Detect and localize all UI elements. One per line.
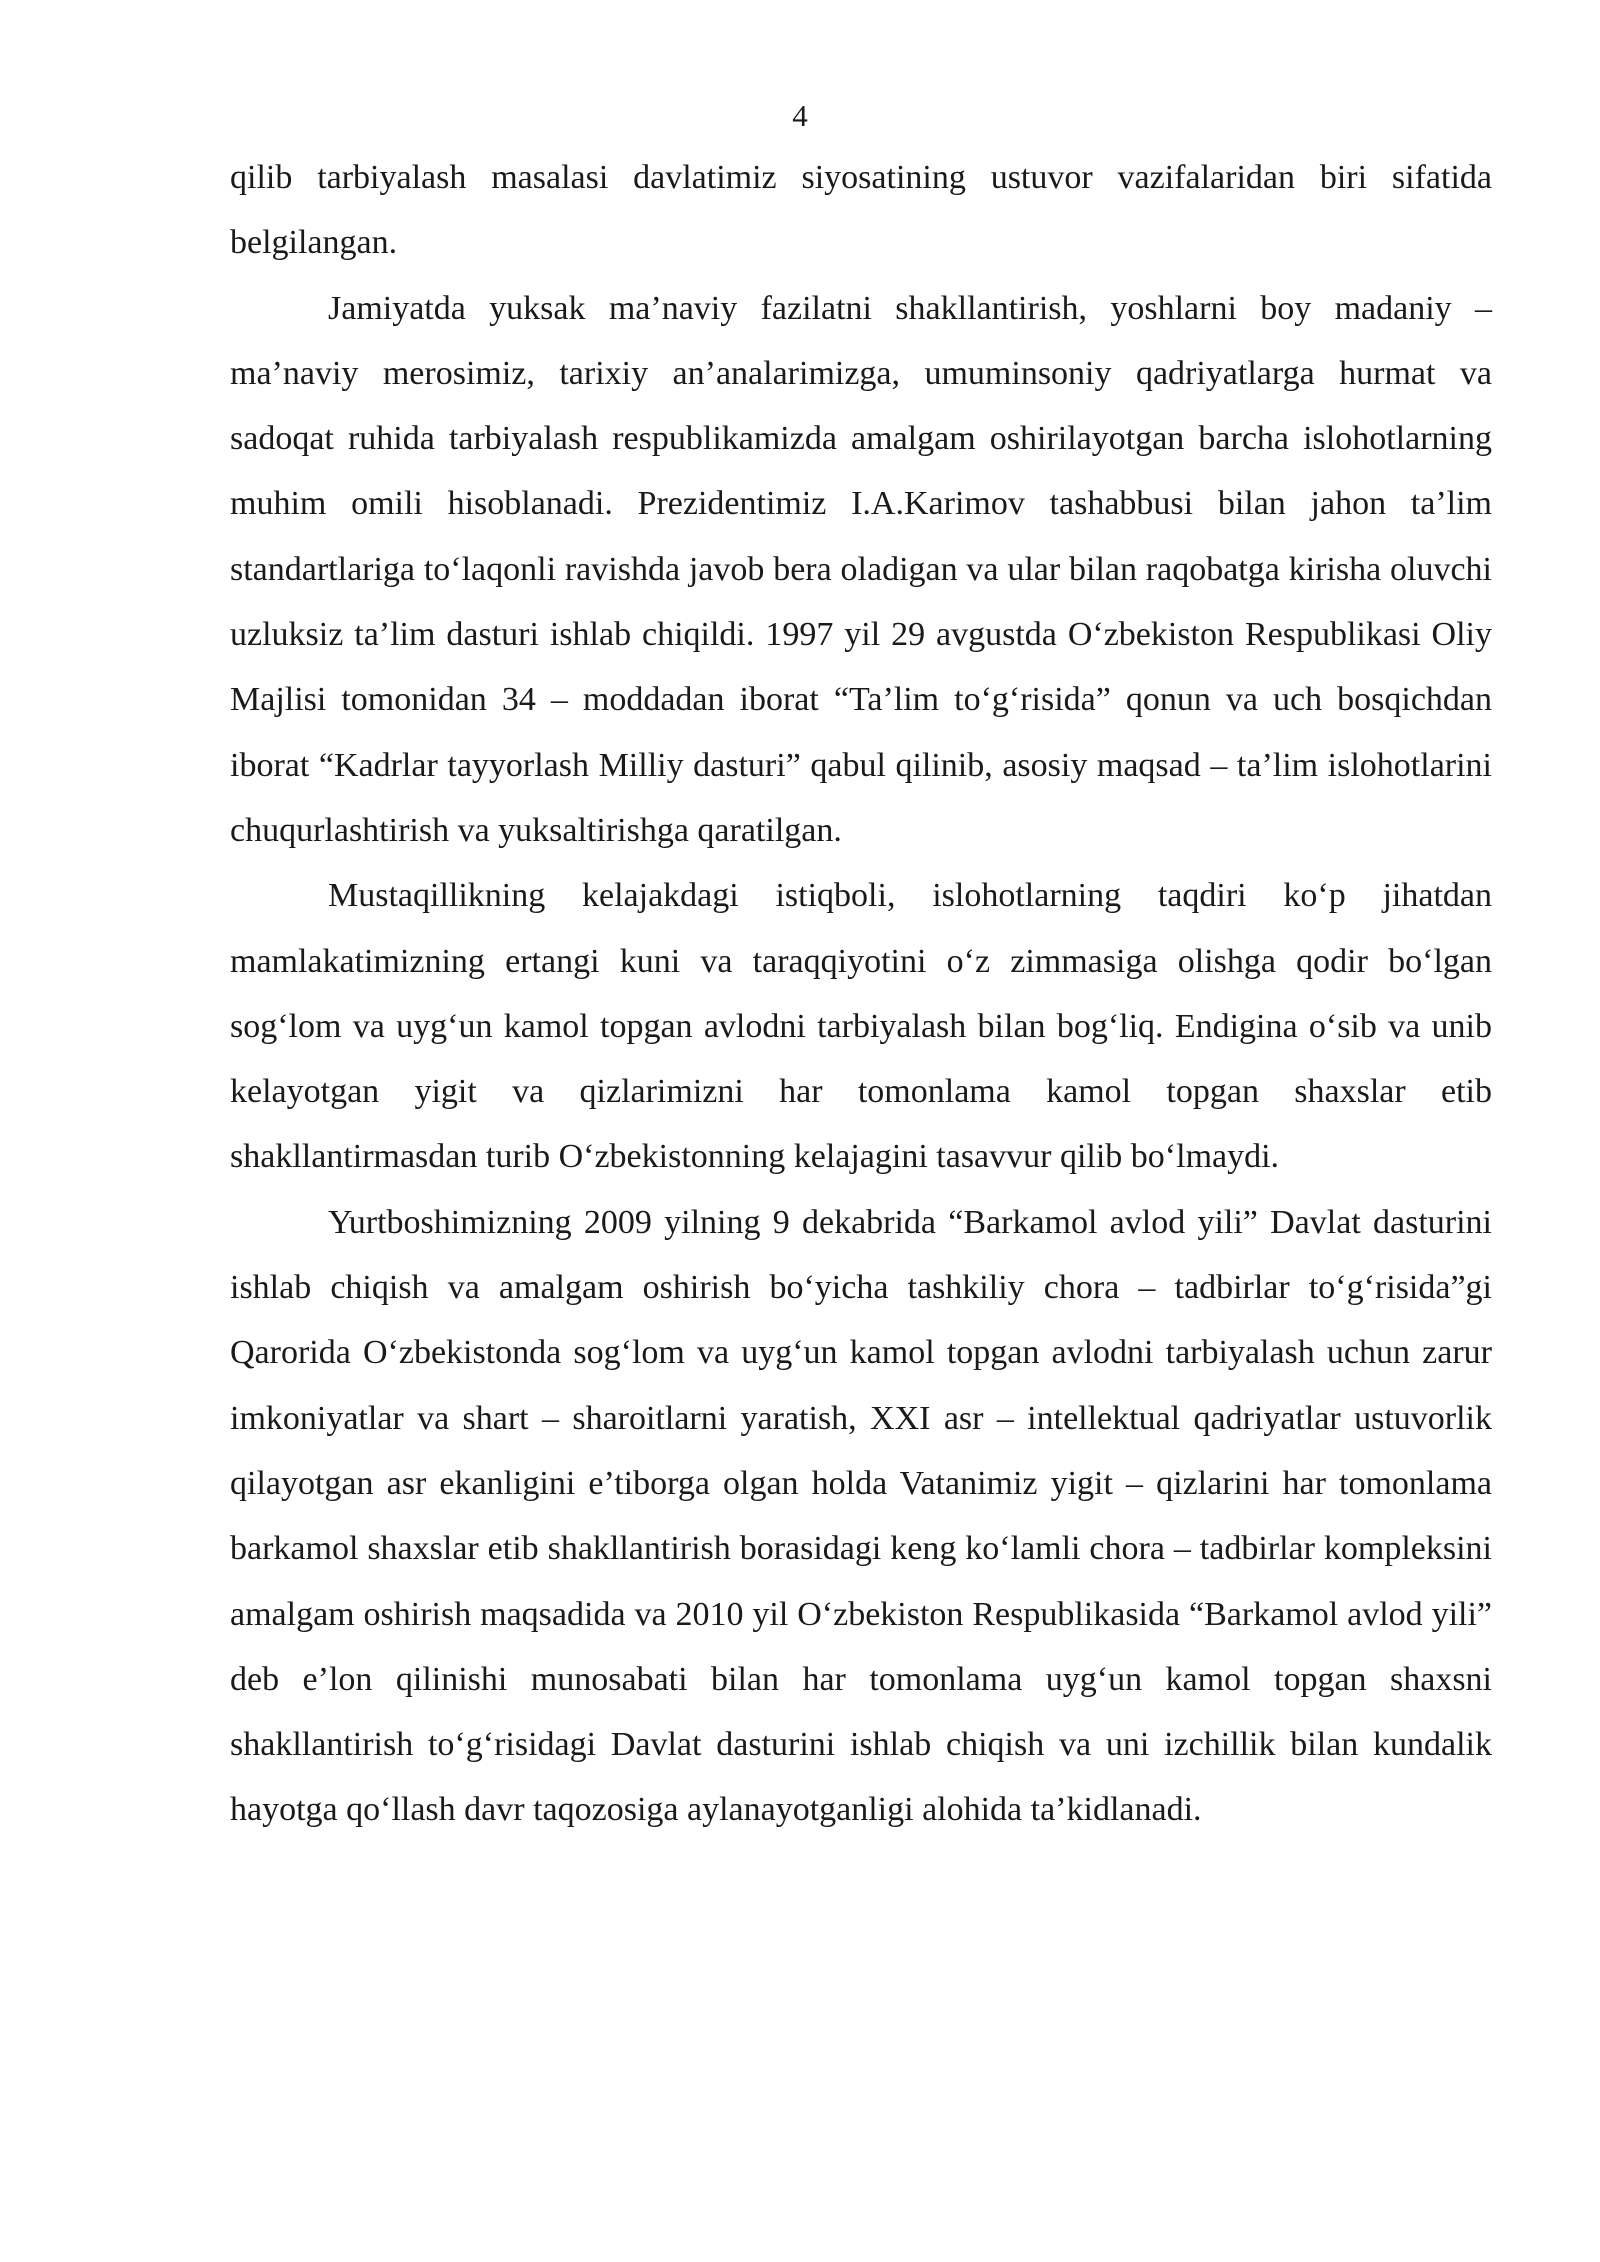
paragraph: Yurtboshimizning 2009 yilning 9 dekabrida “Barkamol avlod yili” Davlat dasturini ishlab chiqish va amalgam oshirish bo‘yicha tashkiliy chora – tadbirlar to‘g‘risida”gi Qarorida O‘zbekistonda sog‘lom va uyg‘un kamol topgan avlodni tarbiyalash uchun zarur imkoniyatlar va shart – sharoitlarni yaratish, XXI asr – intellektual qadriyatlar ustuvorlik qilayotgan asr ekanligini e’tiborga olgan holda Vatanimiz yigit – qizlarini har tomonlama barkamol shaxslar etib shakllantirish borasidagi keng ko‘lamli chora – tadbirlar kompleksini amalgam oshirish maqsadida va 2010 yil O‘zbekiston Respublikasida “Barkamol avlod yili” deb e’lon qilinishi munosabati bilan har tomonlama uyg‘un kamol topgan shaxsni shakllantirish to‘g‘risidagi Davlat dasturini ishlab chiqish va uni izchillik bilan kundalik hayotga qo‘llash davr taqozosiga aylanayotganligi alohida ta’kidlanadi.: [230, 1203, 1492, 1829]
paragraph-continuation: qilib tarbiyalash masalasi davlatimiz siyosatining ustuvor vazifalaridan biri sifatida belgilangan.: [230, 159, 1492, 262]
paragraph: Mustaqillikning kelajakdagi istiqboli, islohotlarning taqdiri ko‘p jihatdan mamlakatimizning ertangi kuni va taraqqiyotini o‘z zimmasiga olishga qodir bo‘lgan sog‘lom va uyg‘un kamol topgan avlodni tarbiyalash bilan bog‘liq. Endigina o‘sib va unib kelayotgan yigit va qizlarimizni har tomonlama kamol topgan shaxslar etib shakllantirmasdan turib O‘zbekistonning kelajagini tasavvur qilib bo‘lmaydi.: [230, 877, 1492, 1176]
document-body: [230, 145, 1492, 1843]
paragraph: Jamiyatda yuksak ma’naviy fazilatni shakllantirish, yoshlarni boy madaniy – ma’naviy merosimiz, tarixiy an’analarimizga, umuminsoniy qadriyatlarga hurmat va sadoqat ruhida tarbiyalash respublikamizda amalgam oshirilayotgan barcha islohotlarning muhim omili hisoblanadi. Prezidentimiz I.A.Karimov tashabbusi bilan jahon ta’lim standartlariga to‘laqonli ravishda javob bera oladigan va ular bilan raqobatga kirisha oluvchi uzluksiz ta’lim dasturi ishlab chiqildi. 1997 yil 29 avgustda O‘zbekiston Respublikasi Oliy Majlisi tomonidan 34 – moddadan iborat “Ta’lim to‘g‘risida” qonun va uch bosqichdan iborat “Kadrlar tayyorlash Milliy dasturi” qabul qilinib, asosiy maqsad – ta’lim islohotlarini chuqurlashtirish va yuksaltirishga qaratilgan.: [230, 289, 1492, 849]
page-number: 4: [792, 98, 808, 133]
